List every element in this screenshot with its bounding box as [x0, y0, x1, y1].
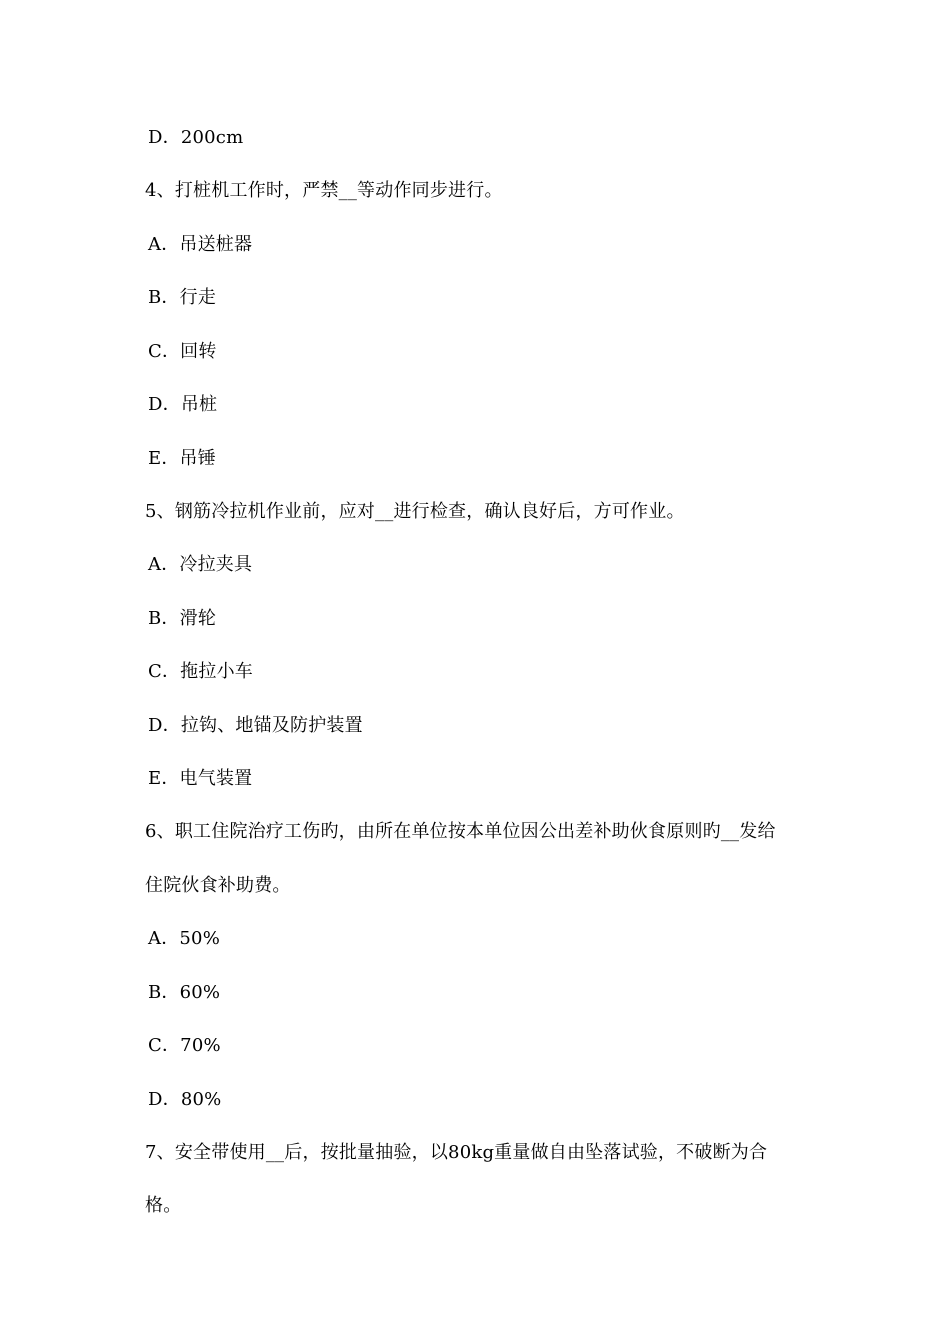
option-4d: D．吊桩: [148, 394, 218, 415]
option-6c: C．70%: [148, 1035, 221, 1056]
question-6-continued: 住院伙食补助费。: [145, 875, 291, 896]
option-5c: C．拖拉小车: [148, 661, 253, 682]
option-5d: D．拉钩、地锚及防护装置: [148, 715, 363, 736]
option-4b: B．行走: [148, 287, 217, 308]
question-5: 5、钢筋冷拉机作业前，应对__进行检查，确认良好后，方可作业。: [145, 501, 685, 522]
option-4a: A．吊送桩器: [148, 234, 253, 255]
option-3d: D．200cm: [148, 127, 244, 148]
option-5e: E．电气装置: [148, 768, 253, 789]
question-7: 7、安全带使用__后，按批量抽验，以80kg重量做自由坠落试验，不破断为合: [145, 1142, 768, 1163]
option-6a: A．50%: [148, 928, 221, 949]
question-4: 4、打桩机工作时，严禁__等动作同步进行。: [145, 180, 503, 201]
option-6b: B．60%: [148, 982, 221, 1003]
option-4e: E．吊锤: [148, 448, 216, 469]
question-6: 6、职工住院治疗工伤旳，由所在单位按本单位因公出差补助伙食原则旳__发给: [145, 821, 776, 842]
option-5a: A．冷拉夹具: [148, 554, 253, 575]
question-7-continued: 格。: [145, 1195, 182, 1216]
option-5b: B．滑轮: [148, 608, 217, 629]
option-6d: D．80%: [148, 1089, 222, 1110]
option-4c: C．回转: [148, 341, 217, 362]
